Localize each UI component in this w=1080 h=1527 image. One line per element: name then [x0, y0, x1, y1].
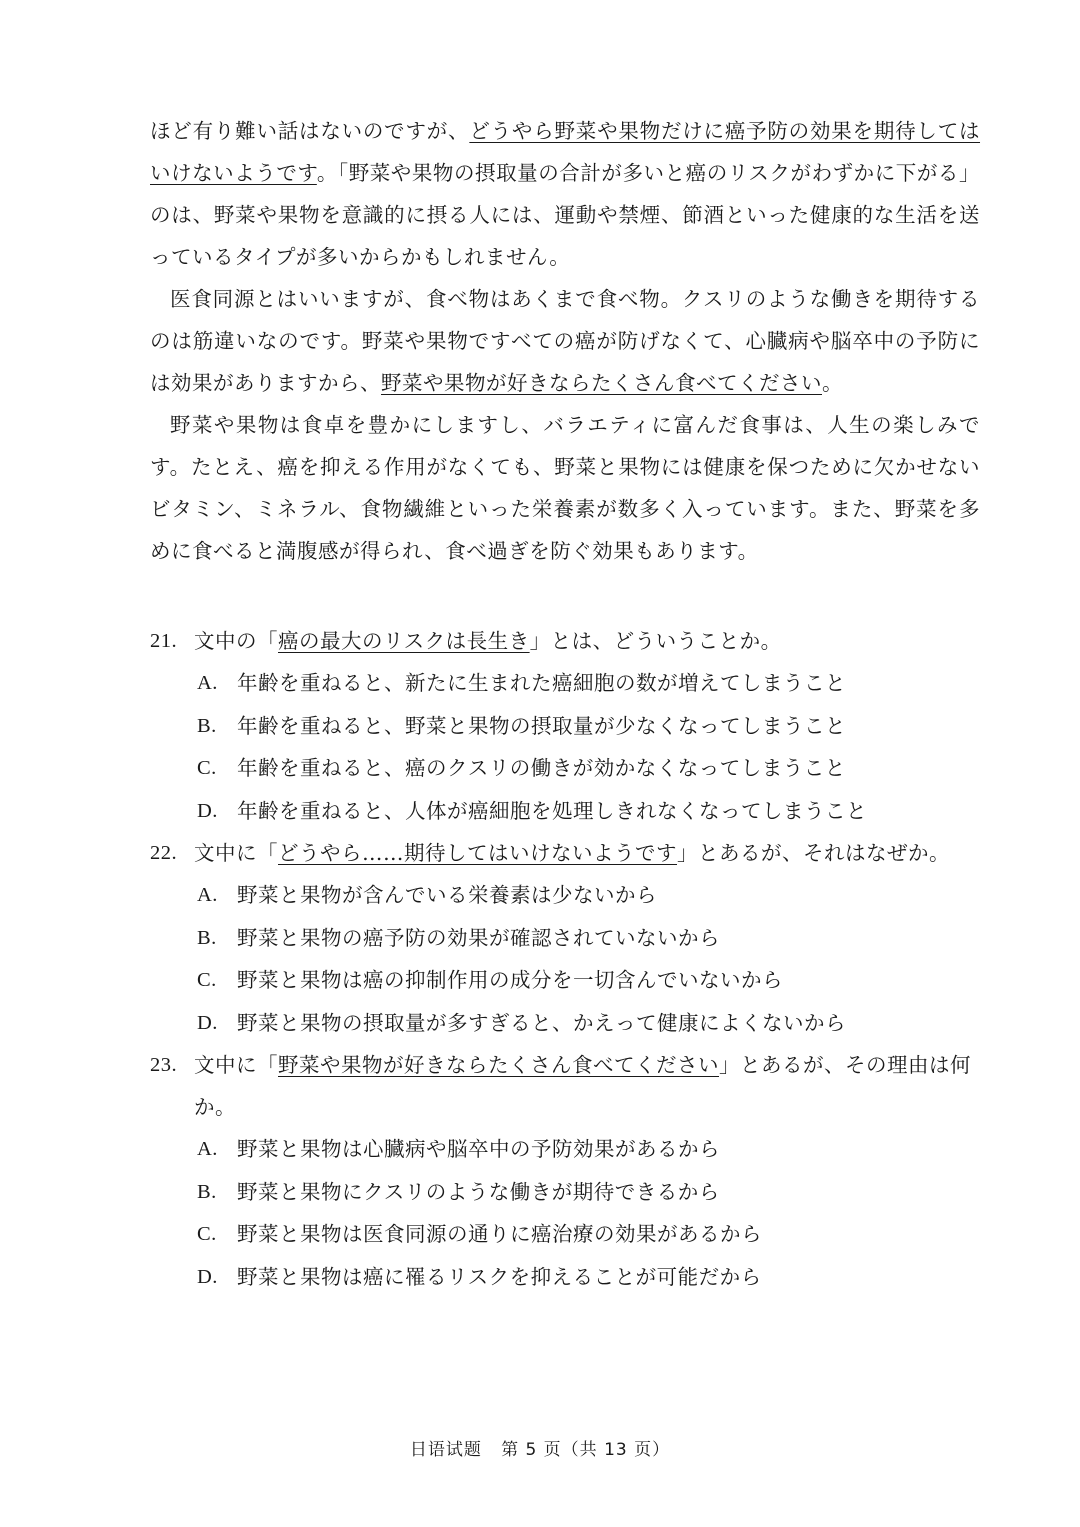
option-text: 野菜と果物は癌に罹るリスクを抑えることが可能だから	[237, 1264, 762, 1289]
question-list	[150, 620, 980, 1298]
option-letter: B.	[197, 926, 217, 949]
option-text: 年齢を重ねると、癌のクスリの働きが効かなくなってしまうこと	[237, 756, 846, 780]
passage-text: 医食同源とはいいますが、食べ物はあくまで食べ物。クスリのような働きを期待するのは筋違いなのです。野菜や果物ですべての癌が防げなくて、心臓病や脳卒中の予防には効果がありますから、	[150, 287, 980, 395]
passage-text: 。	[822, 371, 843, 395]
stem-text: 文中に「	[194, 1053, 278, 1077]
option-b[interactable]	[197, 705, 980, 748]
footer-page-number: 第 5 页（共 13 页）	[501, 1440, 671, 1460]
option-d[interactable]	[197, 1256, 980, 1299]
option-d[interactable]	[197, 1002, 980, 1045]
passage-paragraph-3: 野菜や果物は食卓を豊かにしますし、バラエティに富んだ食事は、人生の楽しみです。たとえ、癌を抑える作用がなくても、野菜と果物には健康を保つために欠かせないビタミン、ミネラル、食物繊維といった栄養素が数多く入っています。また、野菜を多めに食べると満腹感が得られ、食べ過ぎを防ぐ効果もあります。	[150, 413, 980, 563]
question-number: 21.	[150, 630, 178, 652]
footer-subject: 日语试题	[409, 1440, 482, 1460]
underlined-phrase: どうやら……期待してはいけないようです	[278, 841, 677, 865]
passage-text: 。「野菜や果物の摂取量の合計が多いと癌のリスクがわずかに下がる」のは、野菜や果物を意識的に摂る人には、運動や禁煙、節酒といった健康的な生活を送っているタイプが多いからかもしれません。	[150, 161, 980, 269]
option-c[interactable]	[197, 959, 980, 1002]
page-footer	[0, 1435, 1080, 1460]
answer-options	[150, 874, 980, 1044]
option-letter: C.	[197, 969, 217, 991]
stem-text: 」とは、どういうことか。	[529, 629, 782, 653]
option-a[interactable]	[197, 662, 980, 705]
passage-paragraph-1	[150, 110, 980, 278]
option-letter: B.	[197, 1180, 217, 1203]
stem-text: 文中に「	[194, 841, 278, 865]
option-b[interactable]	[197, 1171, 980, 1214]
answer-options	[150, 1128, 980, 1298]
option-d[interactable]	[197, 790, 980, 833]
option-letter: D.	[197, 799, 218, 822]
passage-paragraph-2	[150, 278, 980, 404]
underlined-phrase: 野菜や果物が好きならたくさん食べてください	[381, 371, 822, 395]
option-text: 野菜と果物は癌の抑制作用の成分を一切含んでいないから	[237, 968, 783, 992]
option-a[interactable]	[197, 1128, 980, 1171]
option-letter: A.	[197, 672, 218, 694]
underlined-phrase: どうやら野菜や果物だけに癌予防の効果を期待してはいけないようです	[150, 119, 981, 185]
option-letter: A.	[197, 884, 218, 906]
stem-text: 」とあるが、それはなぜか。	[677, 841, 950, 865]
option-letter: B.	[197, 714, 217, 737]
question-22	[150, 832, 980, 1044]
option-letter: C.	[197, 1223, 217, 1245]
option-c[interactable]	[197, 747, 980, 790]
question-text	[194, 1044, 980, 1128]
option-letter: D.	[197, 1265, 218, 1288]
question-stem	[150, 832, 980, 874]
question-stem	[150, 620, 980, 662]
option-c[interactable]	[197, 1213, 980, 1256]
underlined-phrase: 癌の最大のリスクは長生き	[278, 629, 530, 653]
option-a[interactable]	[197, 874, 980, 917]
option-text: 年齢を重ねると、野菜と果物の摂取量が少なくなってしまうこと	[237, 713, 846, 738]
reading-passage	[150, 110, 980, 572]
question-number: 23.	[150, 1054, 178, 1076]
option-text: 野菜と果物にクスリのような働きが期待できるから	[237, 1179, 720, 1204]
option-text: 野菜と果物は医食同源の通りに癌治療の効果があるから	[237, 1222, 762, 1246]
passage-text: ほど有り難い話はないのですが、	[150, 119, 470, 143]
option-letter: D.	[197, 1011, 218, 1034]
question-21	[150, 620, 980, 832]
underlined-phrase: 野菜や果物が好きならたくさん食べてください	[278, 1053, 719, 1077]
option-b[interactable]	[197, 917, 980, 960]
option-text: 年齢を重ねると、新たに生まれた癌細胞の数が増えてしまうこと	[237, 671, 846, 695]
question-stem	[150, 1044, 980, 1128]
option-letter: C.	[197, 757, 217, 779]
stem-text: 」とあるが、その理由は何か。	[194, 1053, 971, 1119]
option-letter: A.	[197, 1138, 218, 1160]
option-text: 野菜と果物の癌予防の効果が確認されていないから	[237, 925, 720, 950]
option-text: 野菜と果物は心臓病や脳卒中の予防効果があるから	[237, 1137, 720, 1161]
question-23	[150, 1044, 980, 1298]
stem-text: 文中の「	[194, 629, 278, 653]
question-text	[194, 832, 980, 874]
option-text: 野菜と果物の摂取量が多すぎると、かえって健康によくないから	[237, 1010, 846, 1035]
option-text: 年齢を重ねると、人体が癌細胞を処理しきれなくなってしまうこと	[237, 798, 867, 823]
question-number: 22.	[150, 842, 178, 864]
question-text	[194, 620, 980, 662]
option-text: 野菜と果物が含んでいる栄養素は少ないから	[237, 883, 657, 907]
answer-options	[150, 662, 980, 832]
